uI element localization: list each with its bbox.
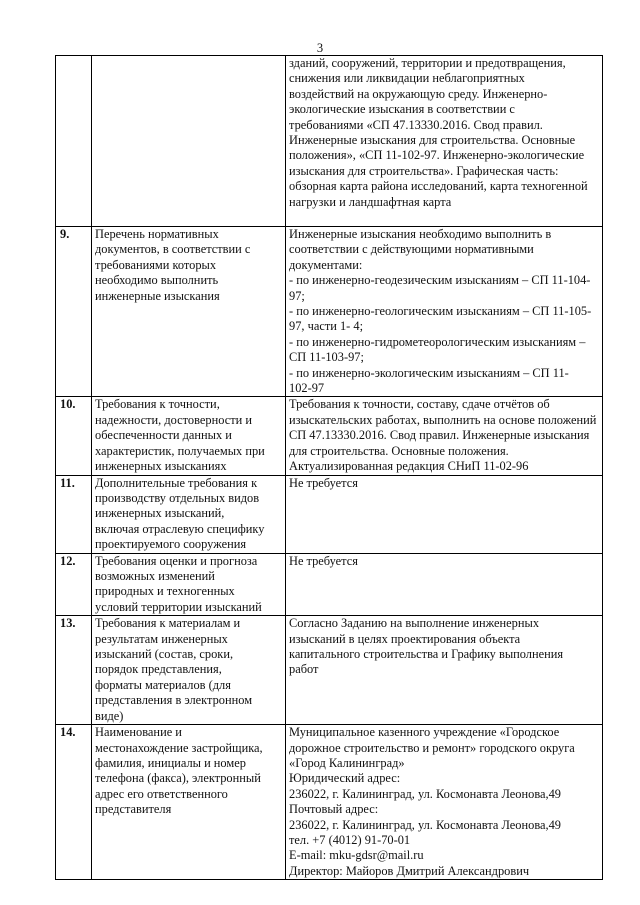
row-number: 10.: [56, 397, 92, 475]
requirement-content-line: Юридический адрес:: [289, 771, 401, 786]
requirement-name-line: необходимо выполнить: [95, 273, 219, 288]
requirement-content-line: изысканий в целях проектирования объекта: [289, 631, 521, 646]
requirement-content-line: капитального строительства и Графику выполнения: [289, 646, 564, 661]
requirement-name-line: форматы материалов (для: [95, 677, 231, 692]
requirement-name-line: Перечень нормативных: [95, 227, 219, 241]
requirement-content-cell: [286, 616, 603, 725]
requirement-name-line: Дополнительные требования к: [95, 475, 258, 490]
requirement-name-line: Требования оценки и прогноза: [95, 553, 258, 568]
requirement-content-line: 97;: [289, 288, 305, 303]
requirement-content-cell: [286, 397, 603, 475]
page-number: 3: [316, 41, 324, 55]
row-number: [56, 56, 92, 227]
requirement-content-line: Не требуется: [289, 553, 358, 568]
requirement-name-line: Требования к материалам и: [95, 616, 241, 631]
requirement-content-cell: [286, 227, 603, 397]
requirement-content-line: E-mail: mku-gdsr@mail.ru: [289, 848, 424, 863]
requirement-content-line: 97, части 1- 4;: [289, 319, 364, 334]
requirement-content-line: Директор: Майоров Дмитрий Александрович: [289, 863, 530, 878]
requirement-content-line: СП 47.13330.2016. Свод правил. Инженерные изыскания: [289, 428, 590, 443]
requirement-name-line: представителя: [95, 802, 172, 817]
requirement-name-line: включая отраслевую специфику: [95, 521, 265, 536]
requirement-name-line: производству отдельных видов: [95, 490, 260, 505]
requirement-content-line: 236022, г. Калининград, ул. Космонавта Леонова,49: [289, 817, 562, 832]
row-number: 9.: [56, 227, 92, 397]
requirement-name-line: виде): [95, 708, 124, 723]
row-number: 13.: [56, 616, 92, 725]
requirement-name-cell: [92, 475, 286, 553]
requirement-content-line: соответствии с действующими нормативными: [289, 242, 534, 257]
requirement-name-line: представления в электронном: [95, 693, 253, 708]
requirement-name-line: требованиями которых: [95, 257, 217, 272]
requirement-name-line: телефона (факса), электронный: [95, 771, 261, 786]
requirement-name-cell: [92, 227, 286, 397]
requirement-name-line: природных и техногенных: [95, 584, 235, 599]
requirement-name-cell: [92, 553, 286, 616]
requirement-name-line: местонахождение застройщика,: [95, 740, 263, 755]
table-row: [56, 397, 603, 475]
requirement-name-line: характеристик, получаемых при: [95, 443, 265, 458]
table-row: [56, 553, 603, 616]
requirement-name-line: инженерных изысканий,: [95, 506, 225, 521]
requirement-content-line: требованиями «СП 47.13330.2016. Свод правил.: [289, 117, 543, 132]
requirement-content-line: тел. +7 (4012) 91-70-01: [289, 833, 411, 847]
table-row: [56, 616, 603, 725]
requirement-name-line: Наименование и: [95, 725, 182, 740]
requirement-content-line: Актуализированная редакция СНиП 11-02-96: [289, 459, 529, 474]
requirement-content-line: положения», «СП 11-102-97. Инженерно-экологические: [289, 148, 585, 163]
requirement-content-line: для строительства. Основные положения.: [289, 443, 509, 458]
requirement-content-cell: [286, 725, 603, 880]
requirement-content-line: Требования к точности, составу, сдаче отчётов об: [289, 397, 550, 412]
requirement-name-line: порядок представления,: [95, 662, 222, 677]
requirement-content-cell: [286, 475, 603, 553]
requirement-name-line: инженерных изысканиях: [95, 459, 227, 474]
requirement-name-line: возможных изменений: [95, 568, 215, 583]
requirement-content-line: изыскательских работах, выполнить на основе положений: [289, 412, 597, 427]
requirement-content-line: Инженерные изыскания необходимо выполнить в: [289, 227, 552, 241]
requirement-content-line: Инженерные изыскания для строительства. Основные: [289, 133, 576, 148]
requirement-name-line: проектируемого сооружения: [95, 537, 247, 552]
requirement-content-cell: [286, 553, 603, 616]
requirement-name-line: Требования к точности,: [95, 397, 220, 412]
requirement-content-line: зданий, сооружений, территории и предотвращения,: [289, 56, 566, 70]
requirement-name-line: обеспеченности данных и: [95, 428, 232, 443]
requirement-content-line: Не требуется: [289, 475, 358, 490]
requirements-table: [55, 55, 603, 880]
requirement-content-line: 102-97: [289, 381, 325, 396]
row-number: 14.: [56, 725, 92, 880]
requirement-content-line: обзорная карта района исследований, карта техногенной: [289, 179, 588, 194]
requirement-content-line: Почтовый адрес:: [289, 802, 379, 817]
requirement-content-line: Муниципальное казенного учреждение «Городское: [289, 725, 560, 740]
requirement-name-line: надежности, достоверности и: [95, 412, 253, 427]
requirement-name-line: условий территории изысканий: [95, 599, 262, 614]
requirement-content-line: Согласно Заданию на выполнение инженерных: [289, 616, 540, 631]
table-row: [56, 56, 603, 227]
requirement-name-line: фамилия, инициалы и номер: [95, 755, 246, 770]
row-number: 12.: [56, 553, 92, 616]
requirement-content-line: «Город Калининград»: [289, 755, 405, 770]
requirement-name-line: документов, в соответствии с: [95, 242, 251, 257]
requirement-content-line: воздействий на окружающую среду. Инженерно-: [289, 86, 548, 101]
requirement-content-line: нагрузки и ландшафтная карта: [289, 194, 452, 209]
requirement-content-line: документами:: [289, 257, 363, 272]
requirement-content-line: - по инженерно-геологическим изысканиям – СП 11-105-: [289, 304, 592, 319]
table-row: [56, 475, 603, 553]
requirement-name-line: результатам инженерных: [95, 631, 228, 646]
row-number: 11.: [56, 475, 92, 553]
requirement-content-line: изыскания для строительства». Графическая часть:: [289, 163, 559, 178]
requirement-name-cell: [92, 616, 286, 725]
requirement-content-line: работ: [289, 662, 319, 677]
requirement-content-cell: [286, 56, 603, 227]
requirement-content-line: - по инженерно-геодезическим изысканиям – СП 11-104-: [289, 273, 591, 288]
requirement-content-line: снижения или ликвидации неблагоприятных: [289, 71, 525, 86]
requirement-content-line: - по инженерно-гидрометеорологическим изысканиям –: [289, 334, 586, 349]
requirement-content-line: дорожное строительство и ремонт» городского округа: [289, 740, 575, 755]
requirement-content-line: экологические изыскания в соответствии с: [289, 102, 515, 117]
requirement-name-line: изысканий (состав, сроки,: [95, 646, 234, 661]
requirement-name-cell: [92, 725, 286, 880]
requirement-name-line: инженерные изыскания: [95, 288, 220, 303]
requirement-content-line: СП 11-103-97;: [289, 350, 364, 365]
table-row: [56, 227, 603, 397]
requirement-name-line: адрес его ответственного: [95, 786, 228, 801]
requirement-content-line: - по инженерно-экологическим изысканиям – СП 11-: [289, 365, 569, 380]
requirement-name-cell: [92, 56, 286, 227]
requirements-table-body: [56, 56, 603, 880]
table-row: [56, 725, 603, 880]
requirement-name-cell: [92, 397, 286, 475]
requirement-content-line: 236022, г. Калининград, ул. Космонавта Леонова,49: [289, 786, 562, 801]
